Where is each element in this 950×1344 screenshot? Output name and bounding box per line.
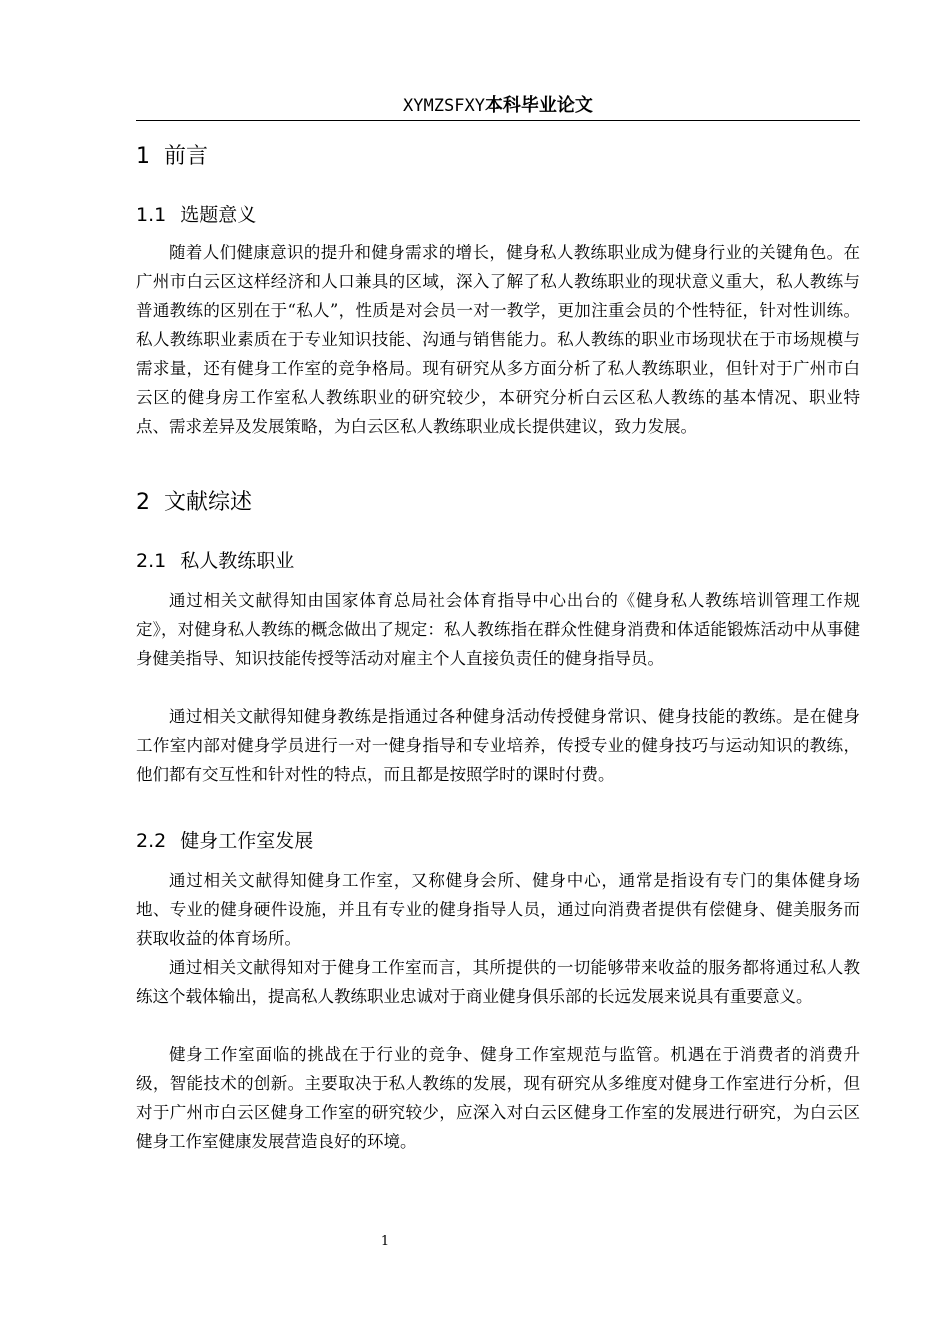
paragraph-2-2-3: 健身工作室面临的挑战在于行业的竞争、健身工作室规范与监管。机遇在于消费者的消费升级，智能技术的创新。主要取决于私人教练的发展，现有研究从多维度对健身工作室进行分析，但对于广州市白云区健身工作室的研究较少，应深入对白云区健身工作室的发展进行研究，为白云区健身工作室健康发展营造良好的环境。	[136, 1045, 860, 1151]
paragraph-2-2-2: 通过相关文献得知对于健身工作室而言，其所提供的一切能够带来收益的服务都将通过私人教练这个载体输出，提高私人教练职业忠诚对于商业健身俱乐部的长远发展来说具有重要意义。	[136, 958, 860, 1006]
subsection-title: 选题意义	[180, 204, 257, 226]
section-number: 1	[136, 144, 150, 169]
subsection-number: 1.1	[136, 204, 167, 226]
subsection-number: 2.1	[136, 550, 167, 572]
section-title: 前言	[164, 144, 209, 169]
section-heading-2	[136, 488, 252, 518]
paragraph-2-1-1: 通过相关文献得知由国家体育总局社会体育指导中心出台的《健身私人教练培训管理工作规定》，对健身私人教练的概念做出了规定：私人教练指在群众性健身消费和体适能锻炼活动中从事健身健美指导、知识技能传授等活动对雇主个人直接负责任的健身指导员。	[136, 591, 860, 668]
subsection-number: 2.2	[136, 830, 167, 852]
header-thesis-label: 本科毕业论文	[484, 95, 593, 116]
paragraph-1-1-1: 随着人们健康意识的提升和健身需求的增长，健身私人教练职业成为健身行业的关键角色。在广州市白云区这样经济和人口兼具的区域，深入了解了私人教练职业的现状意义重大，私人教练与普通教练的区别在于“私人”，性质是对会员一对一教学，更加注重会员的个性特征，针对性训练。私人教练职业素质在于专业知识技能、沟通与销售能力。私人教练的职业市场现状在于市场规模与需求量，还有健身工作室的竞争格局。现有研究从多方面分析了私人教练职业，但针对于广州市白云区的健身房工作室私人教练职业的研究较少，本研究分析白云区私人教练的基本情况、职业特点、需求差异及发展策略，为白云区私人教练职业成长提供建议，致力发展。	[136, 243, 860, 436]
subsection-title: 健身工作室发展	[180, 830, 314, 852]
subsection-title: 私人教练职业	[180, 550, 295, 572]
paragraph-2-2-1: 通过相关文献得知健身工作室，又称健身会所、健身中心，通常是指设有专门的集体健身场地、专业的健身硬件设施，并且有专业的健身指导人员，通过向消费者提供有偿健身、健美服务而获取收益的体育场所。	[136, 871, 860, 948]
subsection-heading-1-1	[136, 201, 256, 229]
section-heading-1	[136, 142, 208, 172]
header-school-code: XYMZSFXY	[403, 96, 485, 116]
section-title: 文献综述	[164, 490, 253, 515]
subsection-heading-2-1	[136, 547, 294, 575]
page-number: 1	[380, 1234, 390, 1249]
page-header	[136, 94, 860, 121]
paragraph-2-1-2: 通过相关文献得知健身教练是指通过各种健身活动传授健身常识、健身技能的教练。是在健身工作室内部对健身学员进行一对一健身指导和专业培养，传授专业的健身技巧与运动知识的教练，他们都有交互性和针对性的特点，而且都是按照学时的课时付费。	[136, 707, 860, 784]
subsection-heading-2-2	[136, 827, 313, 855]
section-number: 2	[136, 490, 150, 515]
